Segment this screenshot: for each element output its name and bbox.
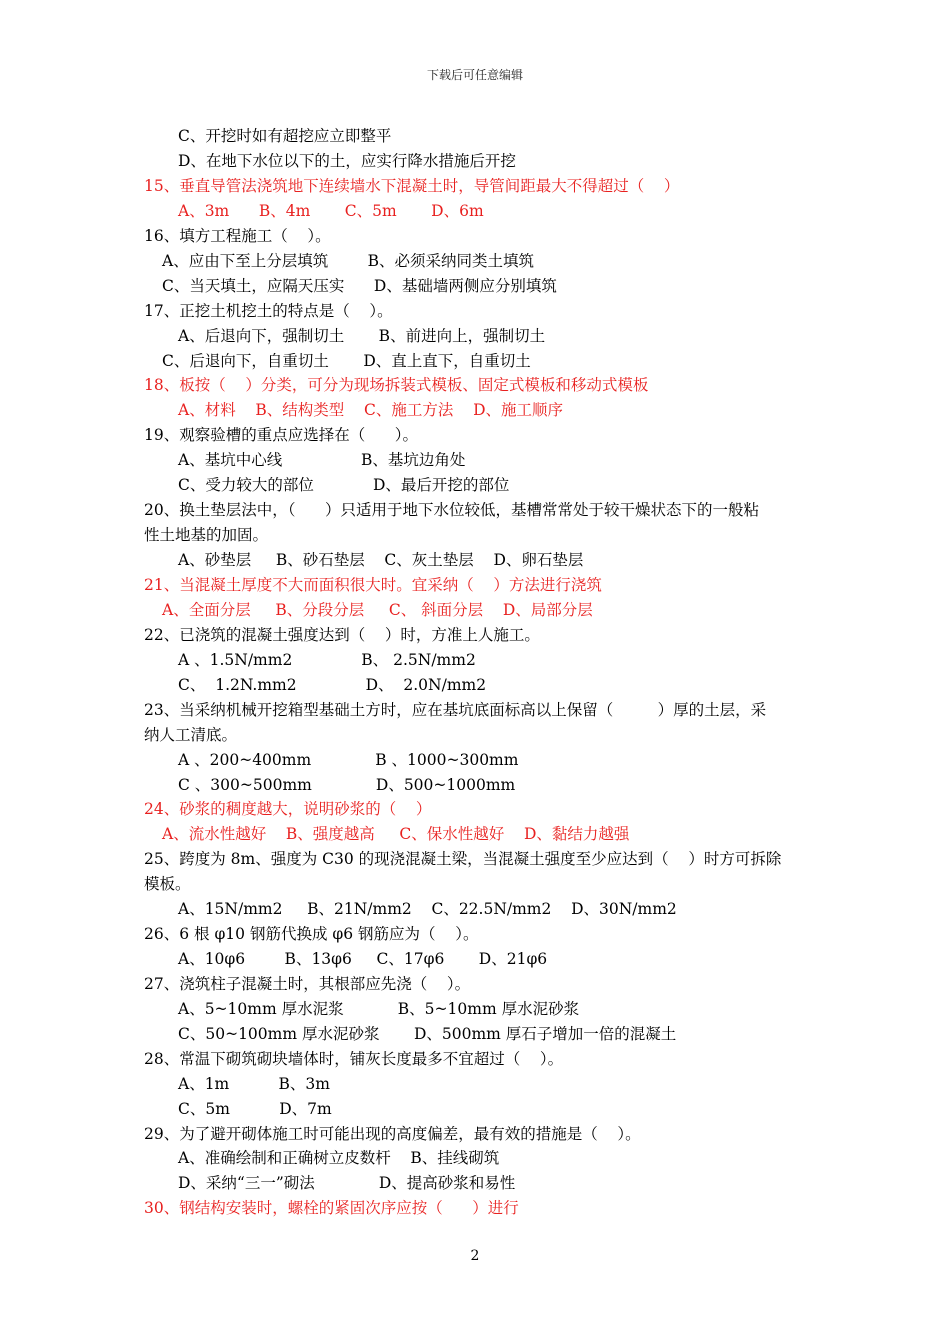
option-line: A、准确绘制和正确树立皮数杆 B、挂线砌筑 — [178, 1149, 500, 1167]
option-line: A、15N/mm2 B、21N/mm2 C、22.5N/mm2 D、30N/mm2 — [178, 900, 677, 918]
option-line: A、10φ6 B、13φ6 C、17φ6 D、21φ6 — [178, 950, 548, 968]
option-line: A、5~10mm 厚水泥浆 B、5~10mm 厚水泥砂浆 — [178, 1000, 580, 1018]
option-line: C、受力较大的部位 D、最后开挖的部位 — [178, 476, 510, 494]
option-line: C、开挖时如有超挖应立即整平 — [178, 127, 392, 145]
option-line: C、当天填土，应隔天压实 D、基础墙两侧应分别填筑 — [162, 277, 557, 295]
option-line: D、在地下水位以下的土，应实行降水措施后开挖 — [178, 152, 516, 170]
option-line: A、基坑中心线 B、基坑边角处 — [178, 451, 466, 469]
question-line: 28、常温下砌筑砌块墙体时，铺灰长度最多不宜超过（ ）。 — [144, 1050, 564, 1068]
question-line: 16、填方工程施工（ ）。 — [144, 227, 331, 245]
option-line: C、5m D、7m — [178, 1100, 332, 1118]
question-line-continued: 模板。 — [144, 875, 191, 893]
question-line: 26、6 根 φ10 钢筋代换成 φ6 钢筋应为（ ）。 — [144, 925, 479, 943]
option-line: C 、300~500mm D、500~1000mm — [178, 776, 516, 794]
option-line: A、材料 B、结构类型 C、施工方法 D、施工顺序 — [178, 401, 563, 419]
option-line: A、3m B、4m C、5m D、6m — [178, 202, 484, 220]
question-line: 27、浇筑柱子混凝土时，其根部应先浇（ ）。 — [144, 975, 471, 993]
option-line: A、后退向下，强制切土 B、前进向上，强制切土 — [178, 327, 546, 345]
option-line: A 、1.5N/mm2 B、 2.5N/mm2 — [178, 651, 476, 669]
option-line: A 、200~400mm B 、1000~300mm — [178, 751, 519, 769]
question-line: 24、砂浆的稠度越大，说明砂浆的（ ） — [144, 800, 432, 818]
question-line: 30、钢结构安装时，螺栓的紧固次序应按（ ）进行 — [144, 1199, 519, 1217]
page-header: 下载后可任意编辑 — [426, 68, 523, 82]
option-line: A、1m B、3m — [178, 1075, 330, 1093]
question-line: 21、当混凝土厚度不大而面积很大时。宜采纳（ ）方法进行浇筑 — [144, 576, 602, 594]
page-number: 2 — [470, 1248, 480, 1264]
question-line: 25、跨度为 8m、强度为 C30 的现浇混凝土梁，当混凝土强度至少应达到（ ）时方可拆除 — [144, 850, 782, 868]
option-line: A、砂垫层 B、砂石垫层 C、灰土垫层 D、卵石垫层 — [178, 551, 584, 569]
question-line: 17、正挖土机挖土的特点是（ ）。 — [144, 302, 393, 320]
question-line: 23、当采纳机械开挖箱型基础土方时，应在基坑底面标高以上保留（ ）厚的土层，采 — [144, 701, 767, 719]
question-line: 22、已浇筑的混凝土强度达到（ ）时，方准上人施工。 — [144, 626, 540, 644]
question-line: 20、换土垫层法中，（ ）只适用于地下水位较低，基槽常常处于较干燥状态下的一般粘 — [144, 501, 760, 519]
question-line-continued: 纳人工清底。 — [144, 726, 238, 744]
option-line: C、50~100mm 厚水泥砂浆 D、500mm 厚石子增加一倍的混凝土 — [178, 1025, 677, 1043]
question-line: 19、观察验槽的重点应选择在（ ）。 — [144, 426, 419, 444]
question-line: 18、板按（ ）分类，可分为现场拆装式模板、固定式模板和移动式模板 — [144, 376, 649, 394]
option-line: D、采纳“三一”砌法 D、提高砂浆和易性 — [178, 1174, 516, 1192]
option-line: C、后退向下，自重切土 D、直上直下，自重切土 — [162, 352, 531, 370]
option-line: C、 1.2N.mm2 D、 2.0N/mm2 — [178, 676, 487, 694]
option-line: A、应由下至上分层填筑 B、必须采纳同类土填筑 — [162, 252, 535, 270]
question-line: 29、为了避开砌体施工时可能出现的高度偏差，最有效的措施是（ ）。 — [144, 1125, 641, 1143]
option-line: A、全面分层 B、分段分层 C、 斜面分层 D、局部分层 — [162, 601, 593, 619]
question-line: 15、垂直导管法浇筑地下连续墙水下混凝土时，导管间距最大不得超过（ ） — [144, 177, 680, 195]
option-line: A、流水性越好 B、强度越高 C、保水性越好 D、黏结力越强 — [162, 825, 630, 843]
question-line-continued: 性土地基的加固。 — [144, 526, 269, 544]
